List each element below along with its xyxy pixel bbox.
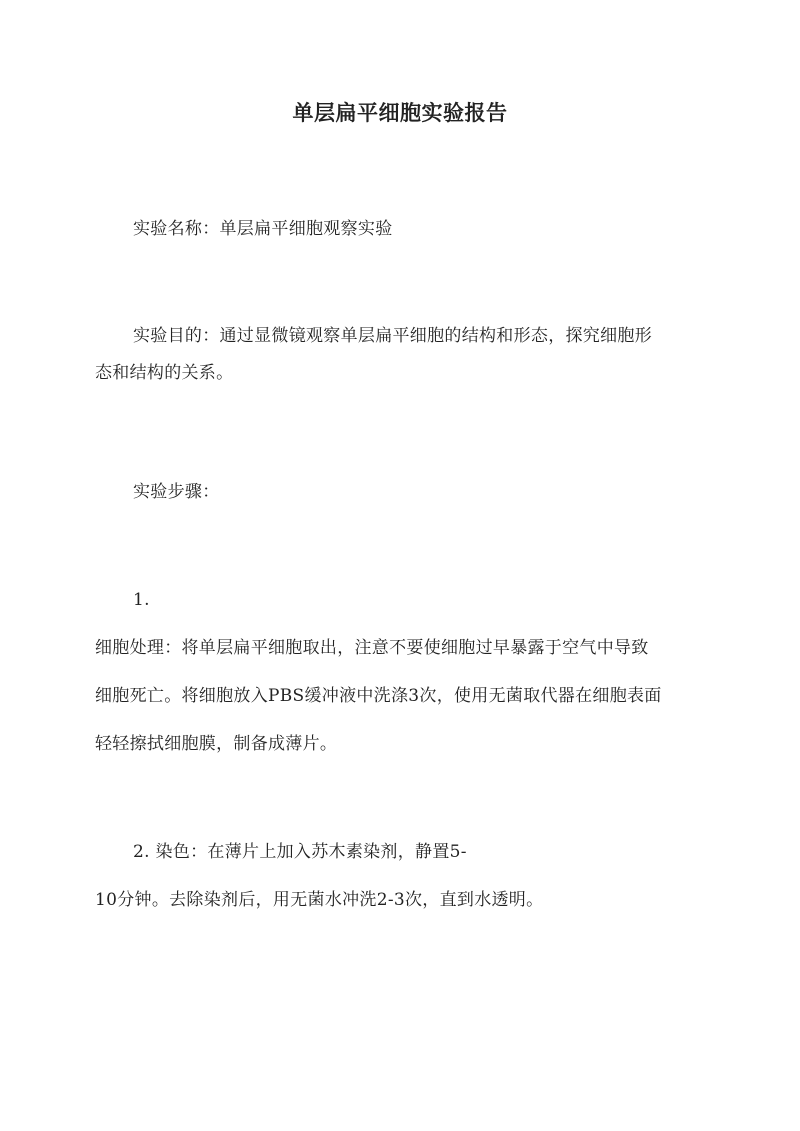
step-1-line-2: 细胞死亡。将细胞放入PBS缓冲液中洗涤3次，使用无菌取代器在细胞表面 — [95, 686, 662, 706]
steps-heading — [95, 474, 715, 511]
step-1-line-3: 轻轻擦拭细胞膜，制备成薄片。 — [95, 734, 338, 754]
purpose-line-1: 实验目的：通过显微镜观察单层扁平细胞的结构和形态，探究细胞形 — [133, 326, 652, 346]
experiment-purpose — [95, 318, 715, 392]
step-1 — [95, 582, 715, 763]
step-1-line-1: 细胞处理：将单层扁平细胞取出，注意不要使细胞过早暴露于空气中导致 — [95, 638, 649, 658]
steps-heading-text: 实验步骤： — [133, 482, 220, 502]
step-2 — [95, 834, 715, 919]
purpose-line-2: 态和结构的关系。 — [95, 363, 234, 383]
document-title: 单层扁平细胞实验报告 — [292, 100, 508, 125]
step-1-number: 1. — [133, 590, 150, 610]
step-2-line-1: 2. 染色：在薄片上加入苏木素染剂，静置5- — [133, 842, 467, 862]
step-2-line-2: 10分钟。去除染剂后，用无菌水冲洗2-3次，直到水透明。 — [95, 890, 544, 910]
experiment-name — [95, 211, 715, 248]
experiment-name-text: 实验名称：单层扁平细胞观察实验 — [133, 219, 393, 239]
